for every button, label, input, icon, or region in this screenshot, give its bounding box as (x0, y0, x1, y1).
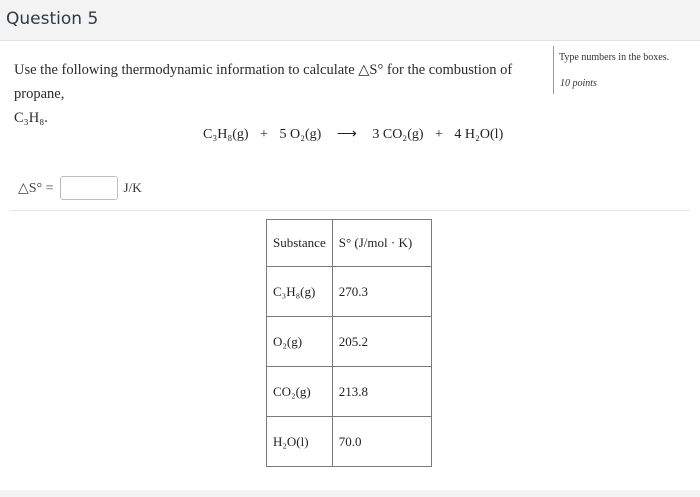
input-hint: Type numbers in the boxes. (559, 52, 670, 63)
answer-row (18, 174, 142, 202)
table-header-row (267, 220, 432, 267)
table-row (267, 267, 432, 317)
entropy-cell: 205.2 (332, 317, 431, 367)
entropy-cell: 70.0 (332, 417, 431, 467)
substance-cell: H₂O(l) (267, 417, 333, 467)
entropy-cell: 213.8 (332, 367, 431, 417)
entropy-answer-input[interactable] (60, 176, 118, 200)
reactant-propane: C₃H₈(g) (203, 127, 249, 142)
entropy-table (266, 219, 432, 467)
reaction-arrow: ⟶ (336, 127, 357, 142)
table-row (267, 317, 432, 367)
question-prompt (14, 58, 554, 130)
product-water: 4 H₂O(l) (454, 127, 504, 142)
reaction-equation (203, 126, 503, 143)
answer-label: △S° = (18, 180, 54, 196)
prompt-text: Use the following thermodynamic information to calculate △S° for the combustion of propane, (14, 62, 513, 102)
answer-unit: J/K (123, 180, 142, 195)
points-value: 10 points (560, 78, 597, 89)
prompt-formula: C₃H₈. (14, 110, 48, 126)
substance-cell: O₂(g) (267, 317, 333, 367)
entropy-cell: 270.3 (332, 267, 431, 317)
footer-strip (0, 490, 700, 497)
divider (10, 210, 690, 211)
substance-cell: C₃H₈(g) (267, 267, 333, 317)
product-co2: 3 CO₂(g) (372, 127, 424, 142)
question-title: Question 5 (6, 9, 99, 29)
column-header-entropy: S° (J/mol · K) (332, 220, 431, 267)
column-header-substance: Substance (267, 220, 333, 267)
table-row (267, 367, 432, 417)
plus-sign: + (435, 127, 443, 142)
plus-sign: + (260, 127, 268, 142)
substance-cell: CO₂(g) (267, 367, 333, 417)
table-row (267, 417, 432, 467)
question-header (0, 0, 700, 41)
question-sidebar (553, 46, 694, 94)
reactant-oxygen: 5 O₂(g) (279, 127, 322, 142)
